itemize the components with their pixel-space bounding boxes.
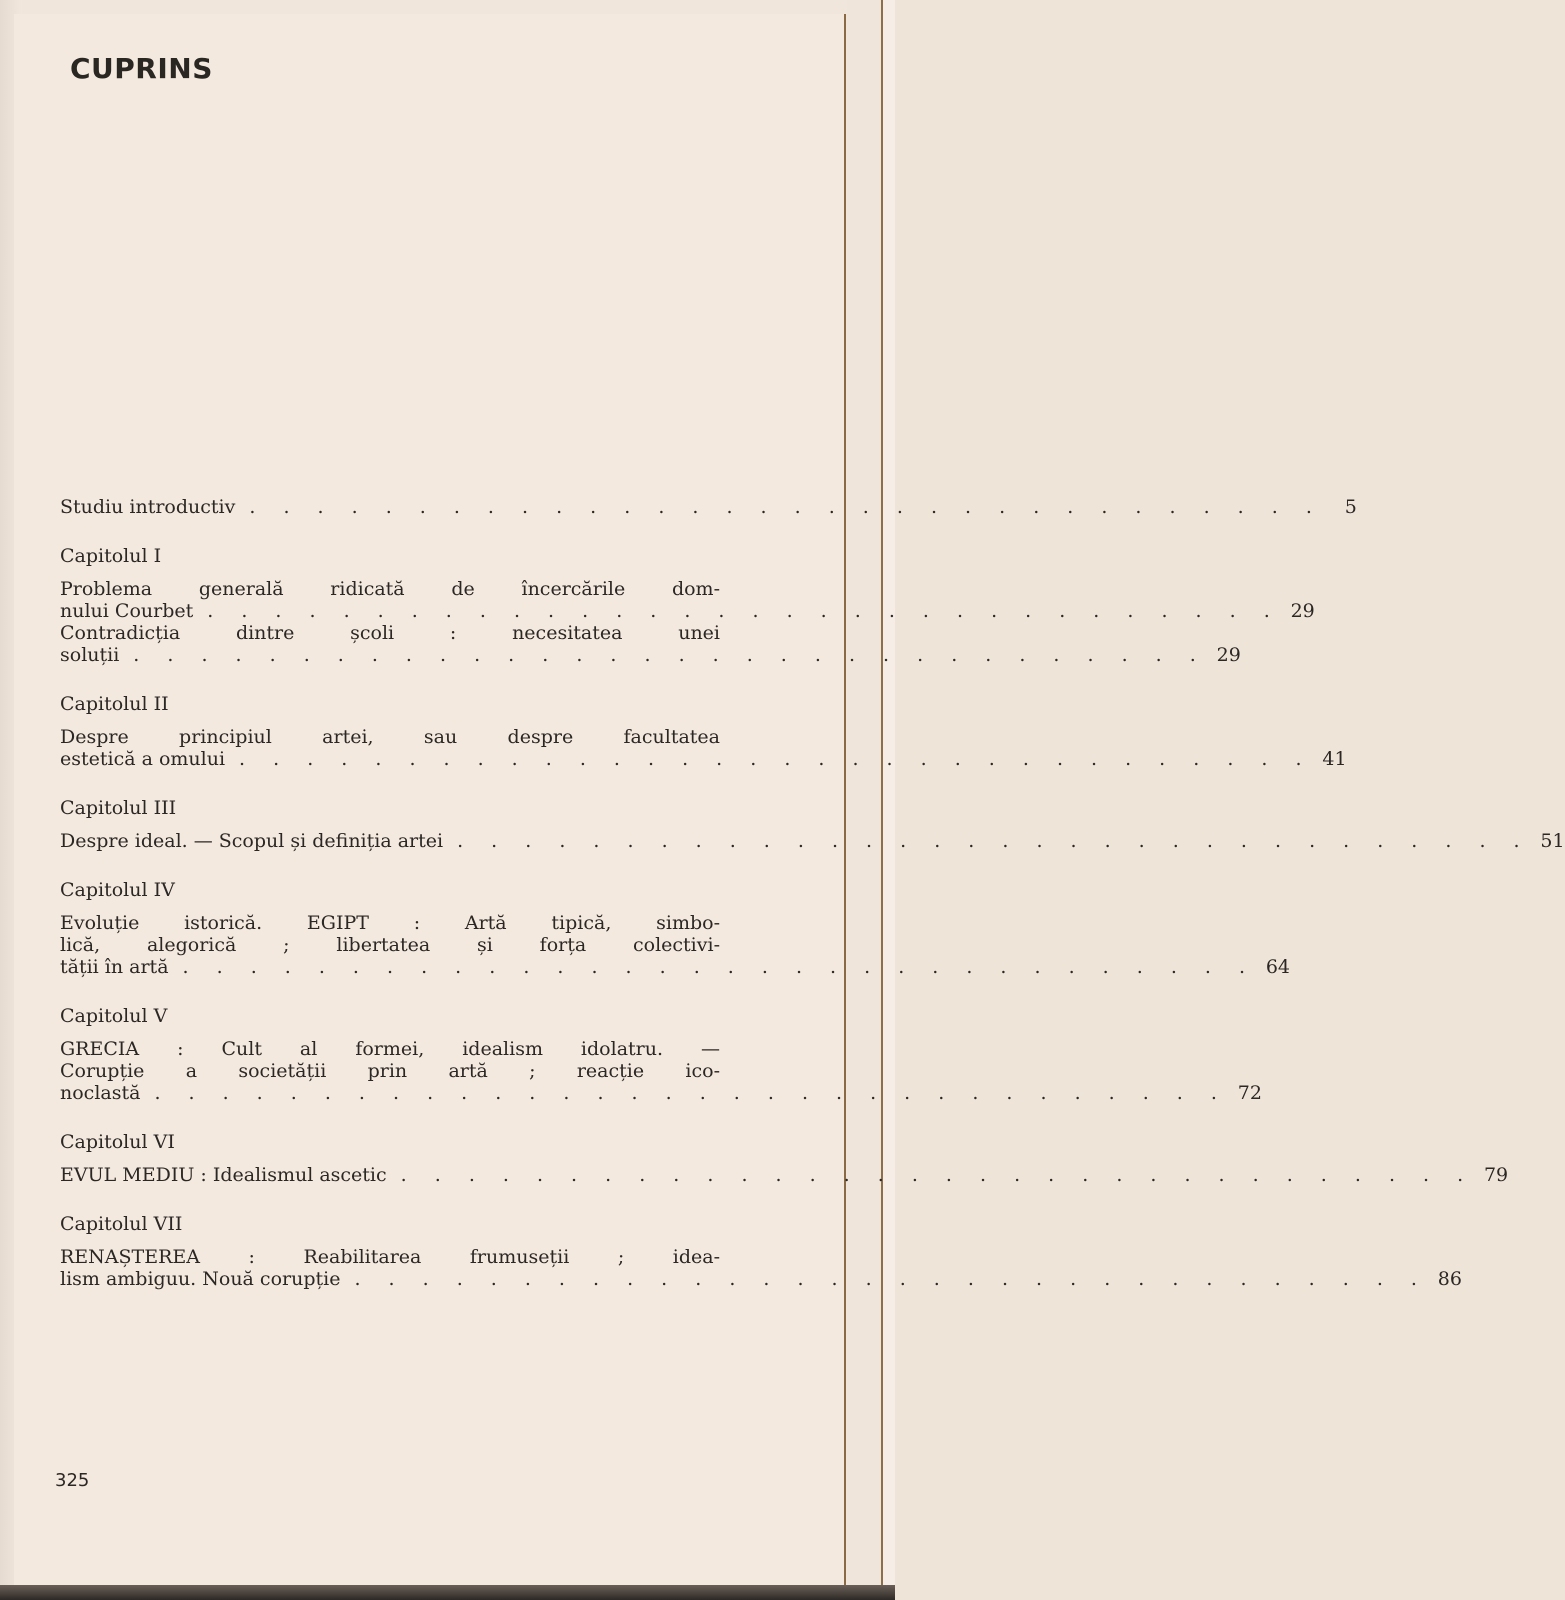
dot-leader: . . . . . . . . . . . . . . . . . . . . . . . . . . . . . . . . [457,830,1531,852]
toc-entry-last-line [60,956,1291,978]
toc-entry [60,622,1241,666]
toc-entry-text: GRECIA : Cult al formei, idealism idolatru. — [60,1038,720,1060]
chapter-heading: Capitolul VII [60,1213,183,1235]
toc-entry [60,578,1315,622]
toc-entry-last-line [60,748,1347,770]
page-edge-underlying [847,0,883,1585]
toc-page-number: 51 [1540,830,1565,852]
toc-page-number: 5 [1344,496,1357,518]
toc-entry-text: soluții [60,644,120,666]
toc-page-number: 29 [1290,600,1315,622]
chapter-heading: Capitolul II [60,693,169,715]
dot-leader: . . . . . . . . . . . . . . . . . . . . . . . . . . . . . . . . [249,496,1323,518]
toc-entry-text: Despre ideal. — Scopul și definiția artei [60,830,444,852]
toc-page-number: 29 [1216,644,1241,666]
toc-entry-last-line [60,644,1241,666]
chapter-heading: Capitolul I [60,545,162,567]
toc-entry-text: Problema generală ridicată de încercările dom- [60,578,720,600]
dot-leader: . . . . . . . . . . . . . . . . . . . . . . . . . . . . . . . . [207,600,1281,622]
table-of-contents [60,496,1565,1290]
toc-entry-text: estetică a omului [60,748,226,770]
toc-entry-text: tății în artă [60,956,169,978]
page-edge-outer [883,0,895,1585]
chapter-heading: Capitolul III [60,797,177,819]
dot-leader: . . . . . . . . . . . . . . . . . . . . . . . . . . . . . . . . [239,748,1313,770]
toc-entry-last-line [60,1268,1462,1290]
toc-entry [60,1038,1262,1104]
chapter-heading: Capitolul IV [60,879,175,901]
toc-entry-text: Evoluție istorică. EGIPT : Artă tipică, simbo- [60,912,720,934]
toc-entry-last-line [60,600,1315,622]
toc-page-number: 41 [1322,748,1347,770]
toc-entry-last-line [60,496,1357,518]
toc-entry [60,1164,1509,1186]
toc-entry-text: EVUL MEDIU : Idealismul ascetic [60,1164,387,1186]
dot-leader: . . . . . . . . . . . . . . . . . . . . . . . . . . . . . . . . [182,956,1257,978]
toc-page-number: 72 [1237,1082,1262,1104]
chapter-heading: Capitolul VI [60,1131,175,1153]
toc-entry-text: Corupție a societății prin artă ; reacție ico- [60,1060,720,1082]
scanner-bottom-edge [0,1585,895,1600]
dot-leader: . . . . . . . . . . . . . . . . . . . . . . . . . . . . . . . . [400,1164,1475,1186]
toc-entry-text: Contradicția dintre școli : necesitatea unei [60,622,720,644]
toc-entry-last-line [60,830,1565,852]
dot-leader: . . . . . . . . . . . . . . . . . . . . . . . . . . . . . . . . [354,1268,1428,1290]
toc-entry [60,496,1357,518]
chapter-heading: Capitolul V [60,1005,168,1027]
page-number: 325 [55,1470,90,1491]
toc-entry [60,830,1565,852]
toc-entry [60,912,1291,978]
toc-page-number: 64 [1265,956,1291,978]
toc-entry [60,1246,1462,1290]
toc-entry-text: lică, alegorică ; libertatea și forța colectivi- [60,934,720,956]
page-heading: CUPRINS [70,52,213,85]
dot-leader: . . . . . . . . . . . . . . . . . . . . . . . . . . . . . . . . [133,644,1207,666]
toc-entry-text: RENAȘTEREA : Reabilitarea frumuseții ; idea- [60,1246,720,1268]
toc-entry-last-line [60,1164,1509,1186]
toc-entry-text: Studiu introductiv [60,496,236,518]
toc-entry-text: noclastă [60,1082,141,1104]
toc-entry [60,726,1347,770]
toc-page-number: 86 [1437,1268,1462,1290]
toc-entry-text: Despre principiul artei, sau despre facultatea [60,726,720,748]
toc-page-number: 79 [1483,1164,1509,1186]
toc-entry-text: nului Courbet [60,600,194,622]
toc-entry-text: lism ambiguu. Nouă corupție [60,1268,341,1290]
toc-entry-last-line [60,1082,1262,1104]
dot-leader: . . . . . . . . . . . . . . . . . . . . . . . . . . . . . . . . [154,1082,1228,1104]
